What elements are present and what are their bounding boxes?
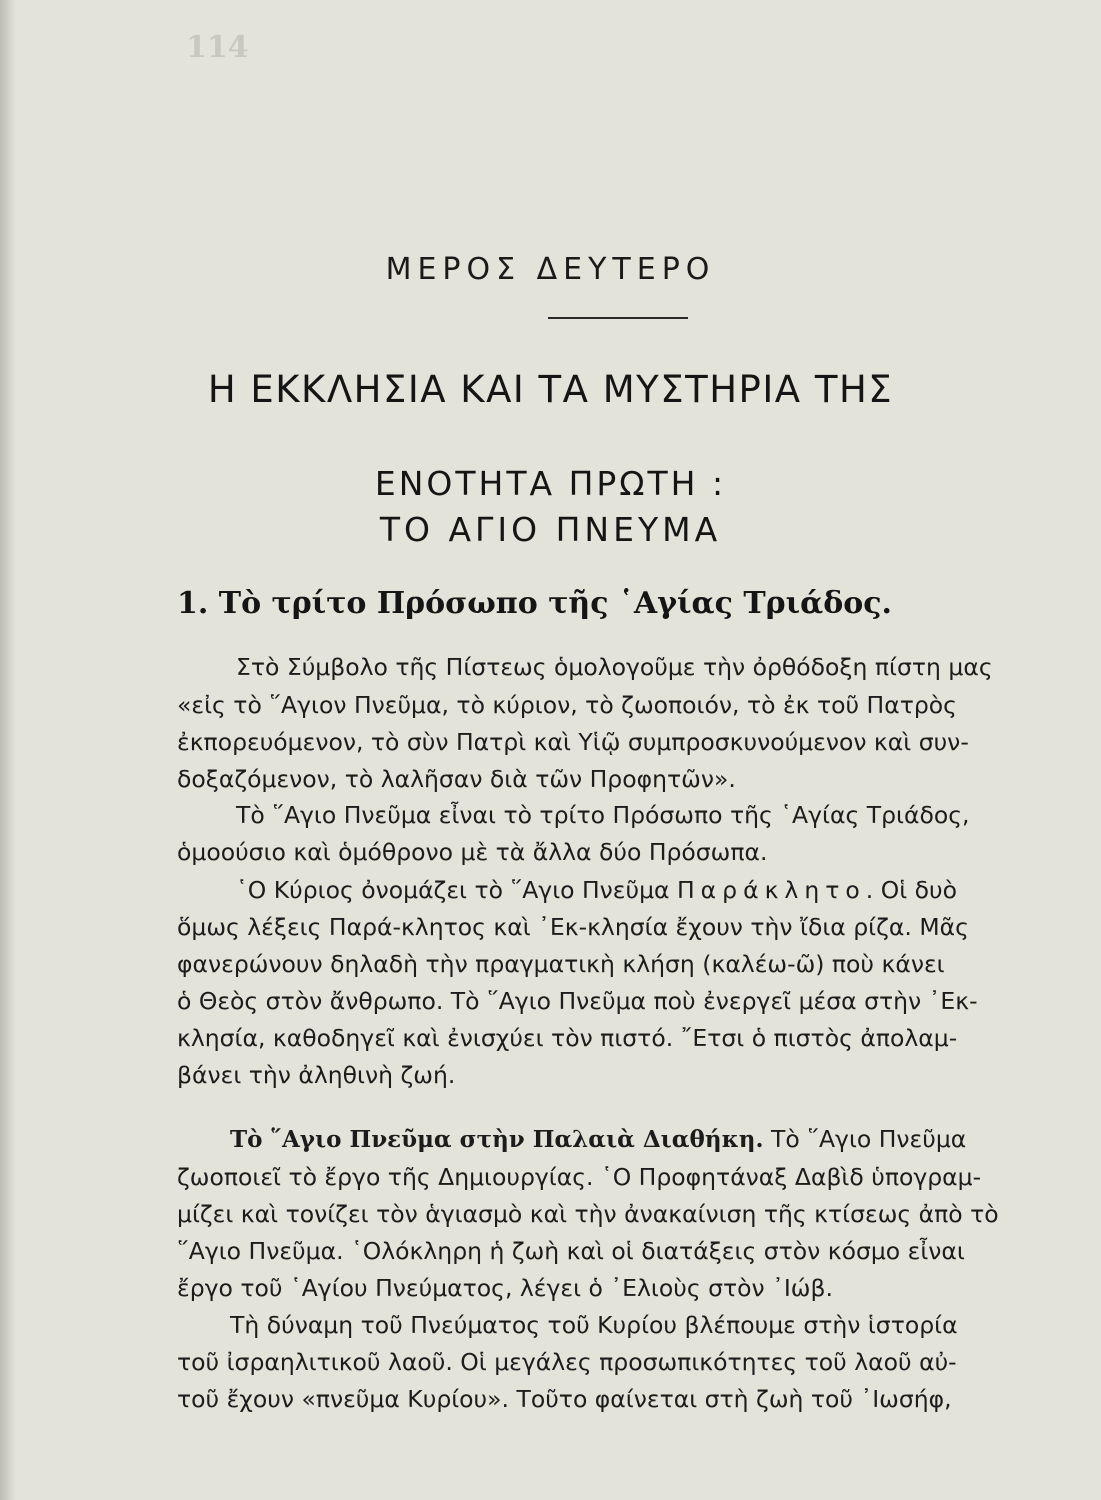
- subsection-heading: Τὸ ῞Αγιο Πνεῦμα στὴν Παλαιὰ Διαθήκη.: [230, 1126, 764, 1153]
- body-line: ἐκπορευόμενον, τὸ σὺν Πατρὶ καὶ Υἱῷ συμπροσκυνούμενον καὶ συν-: [177, 728, 969, 756]
- body-line: ῞Αγιο Πνεῦμα. ῾Ολόκληρη ἡ ζωὴ καὶ οἱ διατάξεις στὸν κόσμο εἶναι: [177, 1237, 965, 1265]
- body-line: ζωοποιεῖ τὸ ἔργο τῆς Δημιουργίας. ῾Ο Προφητάναξ Δαβὶδ ὑπογραμ-: [177, 1163, 982, 1191]
- body-line: Τὴ δύναμη τοῦ Πνεύματος τοῦ Κυρίου βλέπουμε στὴν ἱστορία: [230, 1311, 958, 1339]
- unit-label: ΕΝΟΤΗΤΑ ΠΡΩΤΗ :: [374, 464, 727, 503]
- body-text: . Οἱ δυὸ: [865, 876, 957, 904]
- body-line: ὅμως λέξεις Παρά-κλητος καὶ ᾿Εκ-κλησία ἔχουν τὴν ἴδια ρίζα. Μᾶς: [177, 913, 969, 941]
- page-gutter-shadow: [0, 0, 16, 1500]
- page-number: 114: [186, 30, 249, 65]
- section-heading: 1. Τὸ τρίτο Πρόσωπο τῆς ῾Αγίας Τριάδος.: [177, 586, 892, 621]
- body-line: ἔργο τοῦ ῾Αγίου Πνεύματος, λέγει ὁ ᾿Ελιοὺς στὸν ᾿Ιώβ.: [177, 1274, 833, 1302]
- body-line: φανερώνουν δηλαδὴ τὴν πραγματικὴ κλήση (καλέω-ῶ) ποὺ κάνει: [177, 950, 945, 978]
- body-line: Τὸ ῞Αγιο Πνεῦμα εἶναι τὸ τρίτο Πρόσωπο τῆς ῾Αγίας Τριάδος,: [236, 801, 970, 829]
- chapter-title: Η ΕΚΚΛΗΣΙΑ ΚΑΙ ΤΑ ΜΥΣΤΗΡΙΑ ΤΗΣ: [207, 368, 894, 411]
- body-text: Τὸ ῞Αγιο Πνεῦμα: [763, 1125, 967, 1153]
- body-line: [236, 875, 957, 905]
- body-line: «εἰς τὸ ῞Αγιον Πνεῦμα, τὸ κύριον, τὸ ζωοποιόν, τὸ ἐκ τοῦ Πατρὸς: [177, 691, 957, 719]
- body-line: [230, 1124, 966, 1155]
- part-label: ΜΕΡΟΣ ΔΕΥΤΕΡΟ: [385, 252, 716, 287]
- body-line: ὁ Θεὸς στὸν ἄνθρωπο. Τὸ ῞Αγιο Πνεῦμα ποὺ ἐνεργεῖ μέσα στὴν ᾿Εκ-: [177, 987, 978, 1015]
- body-line: κλησία, καθοδηγεῖ καὶ ἐνισχύει τὸν πιστό. ῎Ετσι ὁ πιστὸς ἀπολαμ-: [177, 1024, 958, 1052]
- body-line: τοῦ ἔχουν «πνεῦμα Κυρίου». Τοῦτο φαίνεται στὴ ζωὴ τοῦ ᾿Ιωσήφ,: [177, 1385, 952, 1413]
- body-line: βάνει τὴν ἀληθινὴ ζωή.: [177, 1061, 456, 1089]
- body-line: Στὸ Σύμβολο τῆς Πίστεως ὁμολογοῦμε τὴν ὀρθόδοξη πίστη μας: [236, 653, 993, 681]
- body-text: ῾Ο Κύριος ὀνομάζει τὸ ῞Αγιο Πνεῦμα: [236, 876, 678, 904]
- body-line: μίζει καὶ τονίζει τὸν ἁγιασμὸ καὶ τὴν ἀνακαίνιση τῆς κτίσεως ἀπὸ τὸ: [177, 1200, 999, 1228]
- title-divider: [548, 317, 688, 319]
- unit-title: ΤΟ ΑΓΙΟ ΠΝΕΥΜΑ: [379, 510, 722, 549]
- body-line: τοῦ ἰσραηλιτικοῦ λαοῦ. Οἱ μεγάλες προσωπικότητες τοῦ λαοῦ αὐ-: [177, 1348, 957, 1376]
- emphasized-term: Παράκλητο: [677, 876, 866, 904]
- body-line: ὁμοούσιο καὶ ὁμόθρονο μὲ τὰ ἄλλα δύο Πρόσωπα.: [177, 838, 768, 866]
- body-line: δοξαζόμενον, τὸ λαλῆσαν διὰ τῶν Προφητῶν».: [177, 765, 736, 793]
